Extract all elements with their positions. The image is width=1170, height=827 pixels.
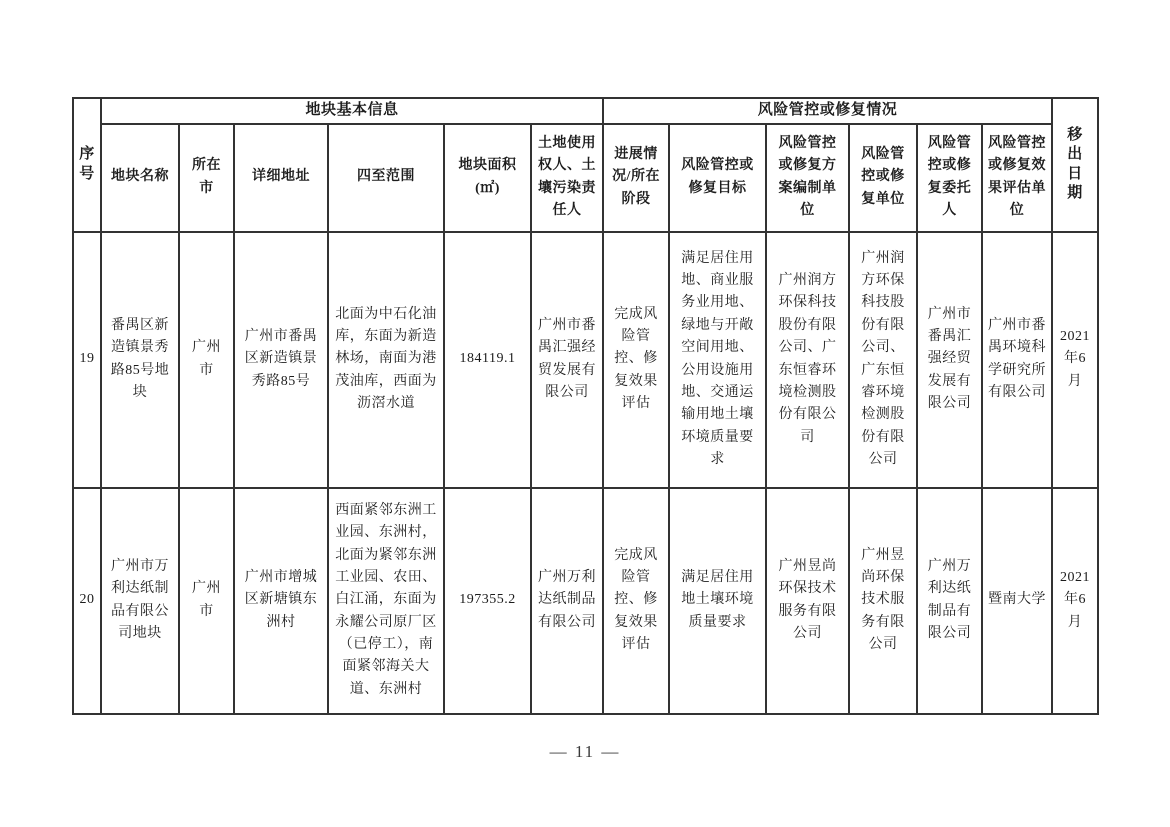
header-city: 所在市 — [179, 124, 234, 232]
cell-commissioner: 广州万利达纸制品有限公司 — [917, 488, 982, 714]
header-serial: 序号 — [73, 98, 101, 232]
cell-target: 满足居住用地、商业服务业用地、绿地与开敞空间用地、公用设施用地、交通运输用地土壤环境质量要求 — [669, 232, 766, 488]
cell-progress: 完成风险管控、修复效果评估 — [603, 488, 669, 714]
header-parcel-name: 地块名称 — [101, 124, 179, 232]
cell-city: 广州市 — [179, 232, 234, 488]
cell-remediation-unit: 广州昱尚环保技术服务有限公司 — [849, 488, 917, 714]
cell-boundaries: 北面为中石化油库，东面为新造林场，南面为港茂油库，西面为沥滘水道 — [328, 232, 444, 488]
header-land-user: 土地使用权人、土壤污染责任人 — [531, 124, 603, 232]
header-remediation-unit: 风险管控或修复单位 — [849, 124, 917, 232]
cell-effect-assessor: 广州市番禺环境科学研究所有限公司 — [982, 232, 1052, 488]
cell-land-user: 广州万利达纸制品有限公司 — [531, 488, 603, 714]
cell-city: 广州市 — [179, 488, 234, 714]
header-effect-assessor: 风险管控或修复效果评估单位 — [982, 124, 1052, 232]
header-target: 风险管控或修复目标 — [669, 124, 766, 232]
header-commissioner: 风险管控或修复委托人 — [917, 124, 982, 232]
cell-move-out-date: 2021年6月 — [1052, 488, 1098, 714]
cell-move-out-date: 2021年6月 — [1052, 232, 1098, 488]
table-row-19 — [73, 232, 1098, 488]
cell-target: 满足居住用地土壤环境质量要求 — [669, 488, 766, 714]
header-group-basic-info: 地块基本信息 — [101, 98, 603, 124]
cell-parcel-name: 番禺区新造镇景秀路85号地块 — [101, 232, 179, 488]
header-group-risk: 风险管控或修复情况 — [603, 98, 1052, 124]
cell-address: 广州市番禺区新造镇景秀路85号 — [234, 232, 328, 488]
cell-address: 广州市增城区新塘镇东洲村 — [234, 488, 328, 714]
cell-area: 184119.1 — [444, 232, 531, 488]
cell-plan-compiler: 广州昱尚环保技术服务有限公司 — [766, 488, 849, 714]
header-move-out-date: 移出日期 — [1052, 98, 1098, 232]
header-progress: 进展情况/所在阶段 — [603, 124, 669, 232]
cell-land-user: 广州市番禺汇强经贸发展有限公司 — [531, 232, 603, 488]
header-plan-compiler: 风险管控或修复方案编制单位 — [766, 124, 849, 232]
cell-serial: 19 — [73, 232, 101, 488]
header-address: 详细地址 — [234, 124, 328, 232]
cell-plan-compiler: 广州润方环保科技股份有限公司、广东恒睿环境检测股份有限公司 — [766, 232, 849, 488]
header-area: 地块面积(㎡) — [444, 124, 531, 232]
cell-commissioner: 广州市番禺汇强经贸发展有限公司 — [917, 232, 982, 488]
page-number: — 11 — — [549, 742, 621, 761]
cell-boundaries: 西面紧邻东洲工业园、东洲村，北面为紧邻东洲工业园、农田、白江涌，东面为永耀公司原厂区（已停工），南面紧邻海关大道、东洲村 — [328, 488, 444, 714]
table-row-20 — [73, 488, 1098, 714]
header-group-row — [73, 98, 1098, 124]
cell-serial: 20 — [73, 488, 101, 714]
cell-remediation-unit: 广州润方环保科技股份有限公司、广东恒睿环境检测股份有限公司 — [849, 232, 917, 488]
cell-effect-assessor: 暨南大学 — [982, 488, 1052, 714]
cell-parcel-name: 广州市万利达纸制品有限公司地块 — [101, 488, 179, 714]
cell-progress: 完成风险管控、修复效果评估 — [603, 232, 669, 488]
cell-area: 197355.2 — [444, 488, 531, 714]
header-column-row — [73, 124, 1098, 232]
header-boundaries: 四至范围 — [328, 124, 444, 232]
land-parcel-table — [72, 97, 1099, 715]
